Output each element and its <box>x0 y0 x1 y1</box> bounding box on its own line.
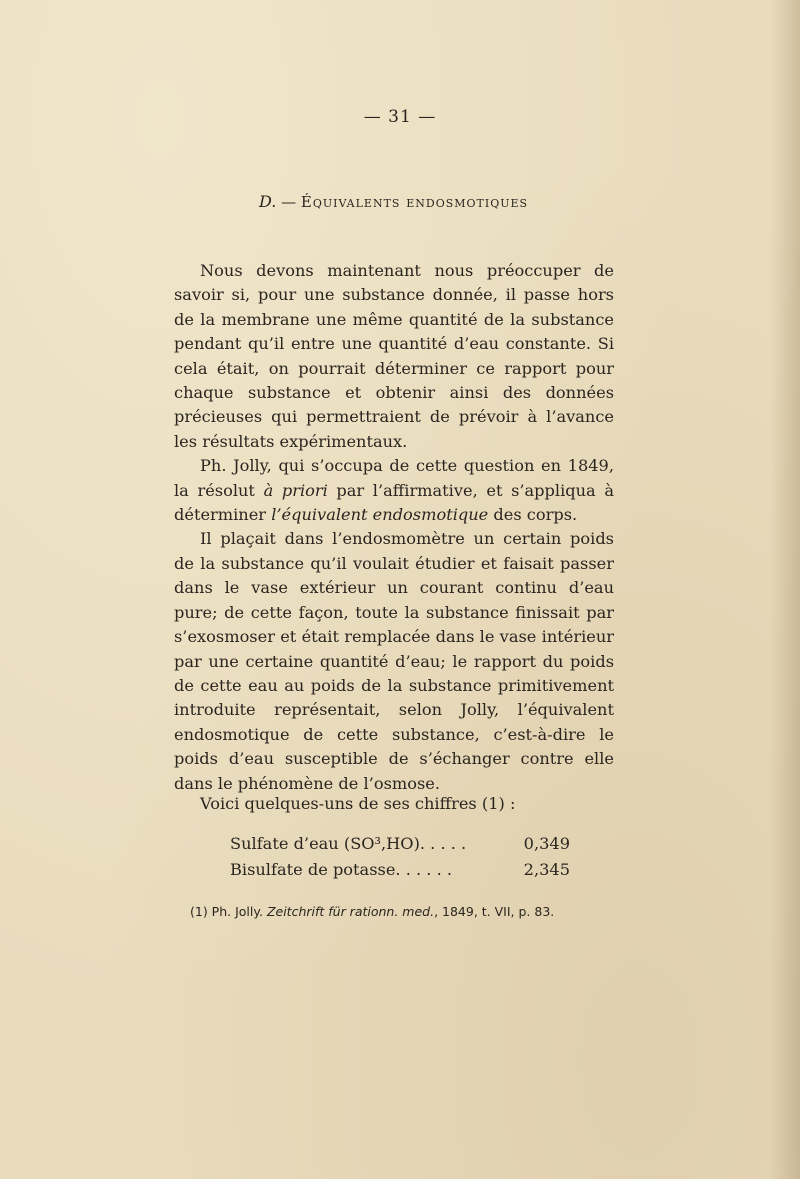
row-label: Bisulfate de potasse. . . . . . <box>230 860 453 879</box>
data-row <box>230 860 570 879</box>
page-number: — 31 — <box>363 107 437 127</box>
data-row <box>230 834 570 853</box>
paragraph-2-before: Ph. Jolly, qui s’occupa de cette question en 1849, la résolut <box>174 456 614 500</box>
section-heading <box>259 192 528 211</box>
paragraph-2 <box>174 454 614 527</box>
footnote-suffix: , 1849, t. VII, p. 83. <box>434 904 555 919</box>
row-value: 2,345 <box>523 860 570 879</box>
footnote <box>190 904 554 919</box>
footnote-prefix: (1) Ph. Jolly. <box>190 904 267 919</box>
section-dash: — <box>276 193 301 211</box>
row-value: 0,349 <box>523 834 570 853</box>
footnote-journal: Zeitchrift für rationn. med. <box>266 904 435 919</box>
section-letter: D. <box>259 192 277 211</box>
paragraph-1: Nous devons maintenant nous préoccuper de savoir si, pour une substance donnée, il passe hors de la membrane une même quantité de la substance pendant qu’il entre une quantité d’eau constante. Si cela était, on pourrait déterminer ce rapport pour chaque substance et obtenir ainsi des données précieuses qui permettraient de prévoir à l’avance les résultats expérimentaux. <box>174 261 614 451</box>
section-title-text: Équivalents endosmotiques <box>300 193 529 211</box>
list-intro: Voici quelques-uns de ses chiffres (1) : <box>200 794 516 813</box>
paragraph-2-after: des corps. <box>488 505 578 525</box>
paragraph-2-italic-equivalent: l’équivalent endosmotique <box>271 505 489 525</box>
paragraph-3: Il plaçait dans l’endosmomètre un certain poids de la substance qu’il voulait étudier et faisait passer dans le vase extérieur un courant continu d’eau pure; de cette façon, toute la substance finissait par s’exosmoser et était remplacée dans le vase intérieur par une certaine quantité d’eau; le rapport du poids de cette eau au poids de la substance primitivement introduite représentait, selon Jolly, l’équivalent endosmotique de cette substance, c’est-à-dire le poids d’eau susceptible de s’échanger contre elle dans le phénomène de l’osmose. <box>174 529 614 793</box>
paragraph-2-italic-a-priori: à priori <box>263 480 328 500</box>
page-edge-shadow <box>770 0 800 1179</box>
row-label: Sulfate d’eau (SO³,HO). . . . . <box>230 834 467 853</box>
body-text <box>174 259 614 796</box>
paragraph-2-middle: par l’affirmative, et s’appliqua à déterminer <box>174 480 614 525</box>
